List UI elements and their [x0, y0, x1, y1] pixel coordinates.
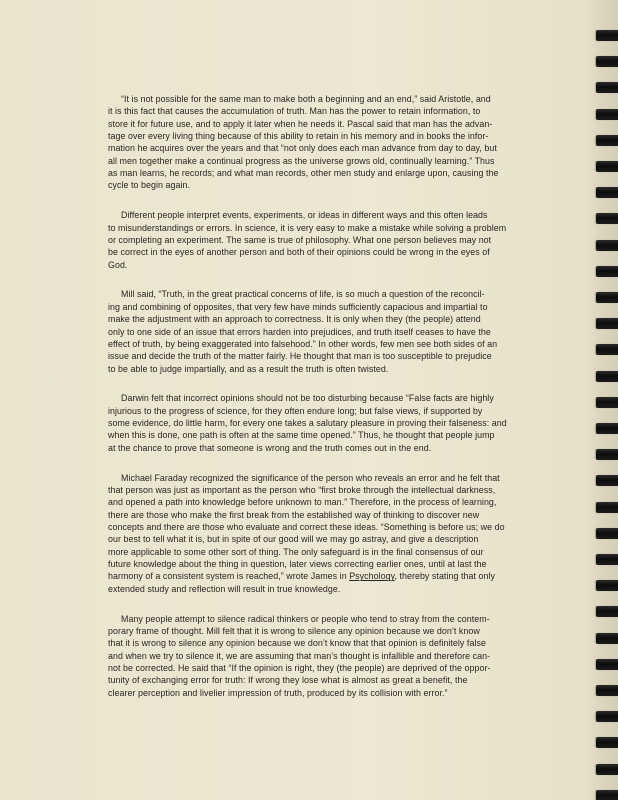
binding-ring: [596, 790, 618, 800]
text-line: tage over every living thing because of this ability to retain in his memory and in books the infor-: [108, 131, 489, 142]
text-line: there are those who make the first break from the established way of thinking to discover new: [108, 509, 480, 520]
binding-ring: [596, 56, 618, 67]
binding-ring: [596, 764, 618, 775]
text-line: and when we try to silence it, we are assuming that man’s thought is infallible and therefore can-: [108, 650, 491, 661]
text-line: our best to tell what it is, but in spite of our good will we may go astray, and give a description: [108, 534, 479, 545]
text-line: Different people interpret events, experiments, or ideas in different ways and this often leads: [121, 210, 488, 221]
text-line: Michael Faraday recognized the significance of the person who reveals an error and he felt that: [121, 472, 500, 483]
text-line: extended study and reflection will result in true knowledge.: [108, 583, 341, 594]
text-line: Mill said, “Truth, in the great practical concerns of life, is so much a question of the reconcil-: [121, 289, 485, 300]
binding-ring: [596, 528, 618, 539]
text-line: ing and combining of opposites, that very few have minds sufficiently capacious and impartial to: [108, 301, 488, 312]
text-line: only to one side of an issue that errors harden into prejudices, and truth itself ceases to have the: [108, 326, 491, 337]
binding-ring: [596, 423, 618, 434]
binding-ring: [596, 135, 618, 146]
text-line: tunity of exchanging error for truth: If wrong they lose what is almost as great a benefit, the: [108, 675, 468, 686]
text-line: to misunderstandings or errors. In science, it is very easy to make a mistake while solving a problem: [108, 222, 507, 233]
paragraph-5: [108, 472, 518, 595]
text-line: that person was just as important as the person who “first broke through the intellectual darkness,: [108, 484, 496, 495]
text-line: or completing an experiment. The same is true of philosophy. What one person believes may not: [108, 234, 492, 245]
text-line: Many people attempt to silence radical thinkers or people who tend to stray from the contem-: [121, 613, 490, 624]
binding-ring: [596, 659, 618, 670]
binding-ring: [596, 109, 618, 120]
binding-ring: [596, 318, 618, 329]
text-line: all men together make a continual progress as the universe grows old, continually learning.” Thus: [108, 155, 495, 166]
binding-ring: [596, 554, 618, 565]
binding-ring: [596, 371, 618, 382]
text-line: not be corrected. He said that “If the opinion is right, they (the people) are deprived of the oppor-: [108, 662, 491, 673]
paragraph-4: [108, 392, 518, 454]
text-line: porary frame of thought. Mill felt that it is wrong to silence any opinion because we don’t know: [108, 625, 480, 636]
text-line: that it is wrong to silence any opinion because we don’t know that that opinion is definitely false: [108, 638, 486, 649]
binding-ring: [596, 30, 618, 41]
text-line: mation he acquires over the years and that “not only does each man advance from day to day, but: [108, 143, 497, 154]
paragraph-6: [108, 613, 518, 699]
binding-ring: [596, 502, 618, 513]
text-line: some evidence, do little harm, for every one takes a salutary pleasure in proving their falseness: and: [108, 418, 507, 429]
paragraph-2: [108, 209, 518, 271]
essay-text: [108, 93, 518, 716]
binding-ring: [596, 475, 618, 486]
text-line: future knowledge about the thing in question, later views correcting earlier ones, until at last the: [108, 559, 487, 569]
text-line: Darwin felt that incorrect opinions should not be too disturbing because “False facts are highly: [121, 393, 494, 404]
book-title: Psychology: [349, 571, 395, 582]
text-line: more applicable to some other sort of thing. The only safeguard is in the final consensus of our: [108, 546, 484, 557]
binding-ring: [596, 292, 618, 303]
binding-ring: [596, 711, 618, 722]
spiral-binding: [584, 0, 618, 800]
text-line: store it for future use, and to apply it later when he needs it. Pascal said that man has the advan-: [108, 118, 493, 129]
text-line: harmony of a consistent system is reached,” wrote James in Psychology, thereby stating that only: [108, 571, 495, 582]
binding-ring: [596, 685, 618, 696]
binding-ring: [596, 266, 618, 277]
text-line: at the chance to prove that someone is wrong and the truth comes out in the end.: [108, 442, 432, 453]
text-line: when this is done, one path is often at the same time opened.” Thus, he thought that people jump: [108, 430, 495, 441]
binding-ring: [596, 82, 618, 93]
text-line: as man learns, he records; and what man records, other men study and enlarge upon, causing the: [108, 168, 499, 179]
text-line: issue and decide the truth of the matter fairly. He thought that man is too susceptible to prejudice: [108, 351, 492, 362]
binding-ring: [596, 606, 618, 617]
binding-ring: [596, 213, 618, 224]
binding-ring: [596, 161, 618, 172]
binding-ring: [596, 397, 618, 408]
text-line: effect of truth, by being exaggerated into falsehood.” In other words, few men see both sides of an: [108, 338, 498, 349]
text-line: injurious to the progress of science, for they often endure long; but false views, if supported by: [108, 405, 483, 416]
paragraph-3: [108, 288, 518, 374]
text-line: be correct in the eyes of another person and both of their opinions could be wrong in the eyes of: [108, 247, 490, 258]
text-line: it is this fact that causes the accumulation of truth. Man has the power to retain information, to: [108, 106, 481, 117]
text-line: clearer perception and livelier impression of truth, produced by its collision with error.”: [108, 687, 448, 698]
text-line: make the adjustment with an approach to correctness. It is only when they (the people) attend: [108, 314, 481, 325]
binding-ring: [596, 344, 618, 355]
text-line: “It is not possible for the same man to make both a beginning and an end,” said Aristotle, and: [121, 94, 491, 104]
binding-ring: [596, 633, 618, 644]
binding-ring: [596, 737, 618, 748]
text-line: cycle to begin again.: [108, 180, 190, 191]
text-line: God.: [108, 259, 128, 270]
paragraph-1: [108, 93, 518, 192]
binding-ring: [596, 580, 618, 591]
binding-ring: [596, 449, 618, 460]
text-line: and opened a path into knowledge before unknown to man.” Therefore, in the process of learning,: [108, 497, 497, 508]
binding-ring: [596, 187, 618, 198]
text-line: to be able to judge impartially, and as a result the truth is often twisted.: [108, 363, 389, 374]
binding-ring: [596, 240, 618, 251]
text-line: concepts and there are those who evaluate and correct these ideas. “Something is before us; we do: [108, 521, 505, 532]
